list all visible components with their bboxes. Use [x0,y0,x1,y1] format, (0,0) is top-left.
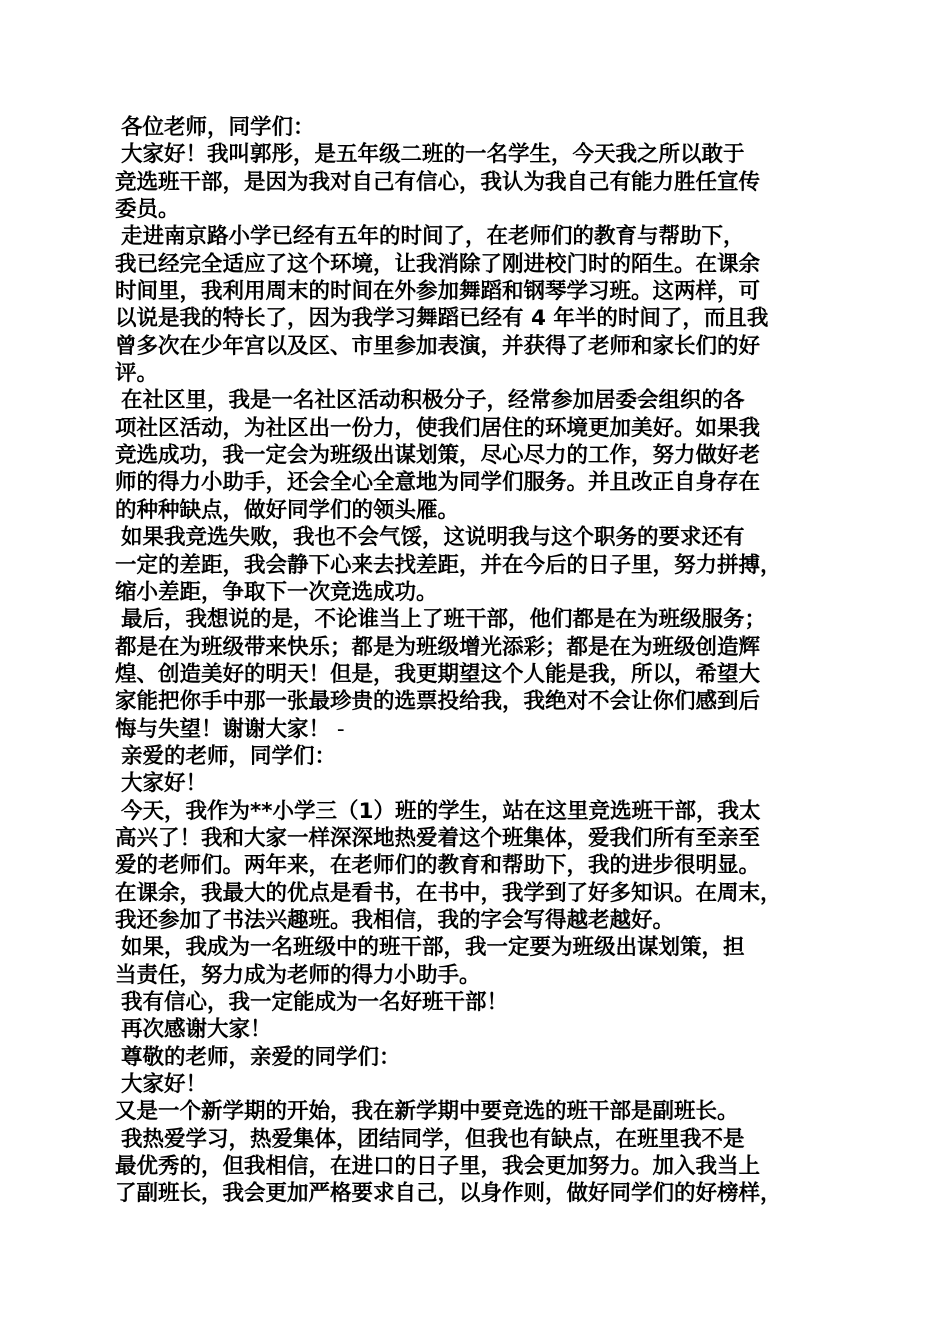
text-line: 走进南京路小学已经有五年的时间了，在老师们的教育与帮助下， [121,224,745,250]
text-line: 曾多次在少年宫以及区、市里参加表演，并获得了老师和家长们的好 [115,333,761,359]
text-line: 竞选班干部，是因为我对自己有信心，我认为我自己有能力胜任宣传 [115,169,761,195]
text-line: 的种种缺点，做好同学们的领头雁。 [115,497,460,523]
text-line: 我有信心，我一定能成为一名好班干部！ [121,990,509,1015]
text-line: 悔与失望！谢谢大家！ [115,716,331,742]
text-line: 时间里，我利用周末的时间在外参加舞蹈和钢琴学习班。这两样，可 [115,279,761,305]
document-body [115,114,855,1208]
text-line: 最后，我想说的是，不论谁当上了班干部，他们都是在为班级服务； [121,607,767,633]
text-line: 大家好！我叫郭彤，是五年级二班的一名学生，今天我之所以敢于 [121,142,745,168]
text-line: 竞选成功，我一定会为班级出谋划策，尽心尽力的工作，努力做好老 [115,443,761,469]
text-line: 家能把你手中那一张最珍贵的选票投给我，我绝对不会让你们感到后 [115,689,761,715]
text-line: 高兴了！我和大家一样深深地热爱着这个班集体，爱我们所有至亲至 [115,825,761,851]
salutation: 尊敬的老师，亲爱的同学们： [121,1044,401,1070]
greeting: 大家好！ [121,771,208,797]
text-line: 我已经完全适应了这个环境，让我消除了刚进校门时的陌生。在课余 [115,251,761,277]
text-line: 爱的老师们。两年来，在老师们的教育和帮助下，我的进步很明显。 [115,853,761,879]
text-line: 在课余，我最大的优点是看书，在书中，我学到了好多知识。在周末， [115,880,782,906]
text-line: 再次感谢大家！ [121,1017,272,1043]
text-line: 我热爱学习，热爱集体，团结同学，但我也有缺点，在班里我不是 [121,1126,745,1152]
text-line: 最优秀的，但我相信，在进口的日子里，我会更加努力。加入我当上 [115,1154,761,1180]
trailing-mark: - [330,716,345,742]
greeting: 大家好！ [121,1072,208,1098]
text-line: 如果我竞选失败，我也不会气馁，这说明我与这个职务的要求还有 [121,525,745,551]
salutation: 各位老师，同学们： [121,115,315,140]
text-line: 如果，我成为一名班级中的班干部，我一定要为班级出谋划策，担 [121,935,745,961]
text-line: 评。 [115,361,159,387]
text-line-closing [115,716,855,743]
text-line: 又是一个新学期的开始，我在新学期中要竞选的班干部是副班长。 [115,1099,739,1125]
text-line: 都是在为班级带来快乐；都是为班级增光添彩；都是在为班级创造辉 [115,634,761,660]
text-line: 今天，我作为**小学三（1）班的学生，站在这里竞选班干部，我太 [121,798,761,824]
text-line: 我还参加了书法兴趣班。我相信，我的字会写得越老越好。 [115,907,675,933]
text-line: 师的得力小助手，还会全心全意地为同学们服务。并且改正自身存在 [115,470,761,496]
salutation: 亲爱的老师，同学们： [121,743,337,769]
text-line: 煌、创造美好的明天！但是，我更期望这个人能是我，所以，希望大 [115,661,761,687]
text-line: 项社区活动，为社区出一份力，使我们居住的环境更加美好。如果我 [115,415,761,441]
text-line: 了副班长，我会更加严格要求自己，以身作则，做好同学们的好榜样， [115,1181,782,1207]
text-line: 在社区里，我是一名社区活动积极分子，经常参加居委会组织的各 [121,388,745,414]
text-line: 委员。 [115,197,180,223]
text-line: 一定的差距，我会静下心来去找差距，并在今后的日子里，努力拼搏， [115,552,782,578]
text-line: 缩小差距，争取下一次竞选成功。 [115,579,438,605]
text-line: 以说是我的特长了，因为我学习舞蹈已经有 4 年半的时间了，而且我 [115,306,769,332]
text-line: 当责任，努力成为老师的得力小助手。 [115,962,481,988]
